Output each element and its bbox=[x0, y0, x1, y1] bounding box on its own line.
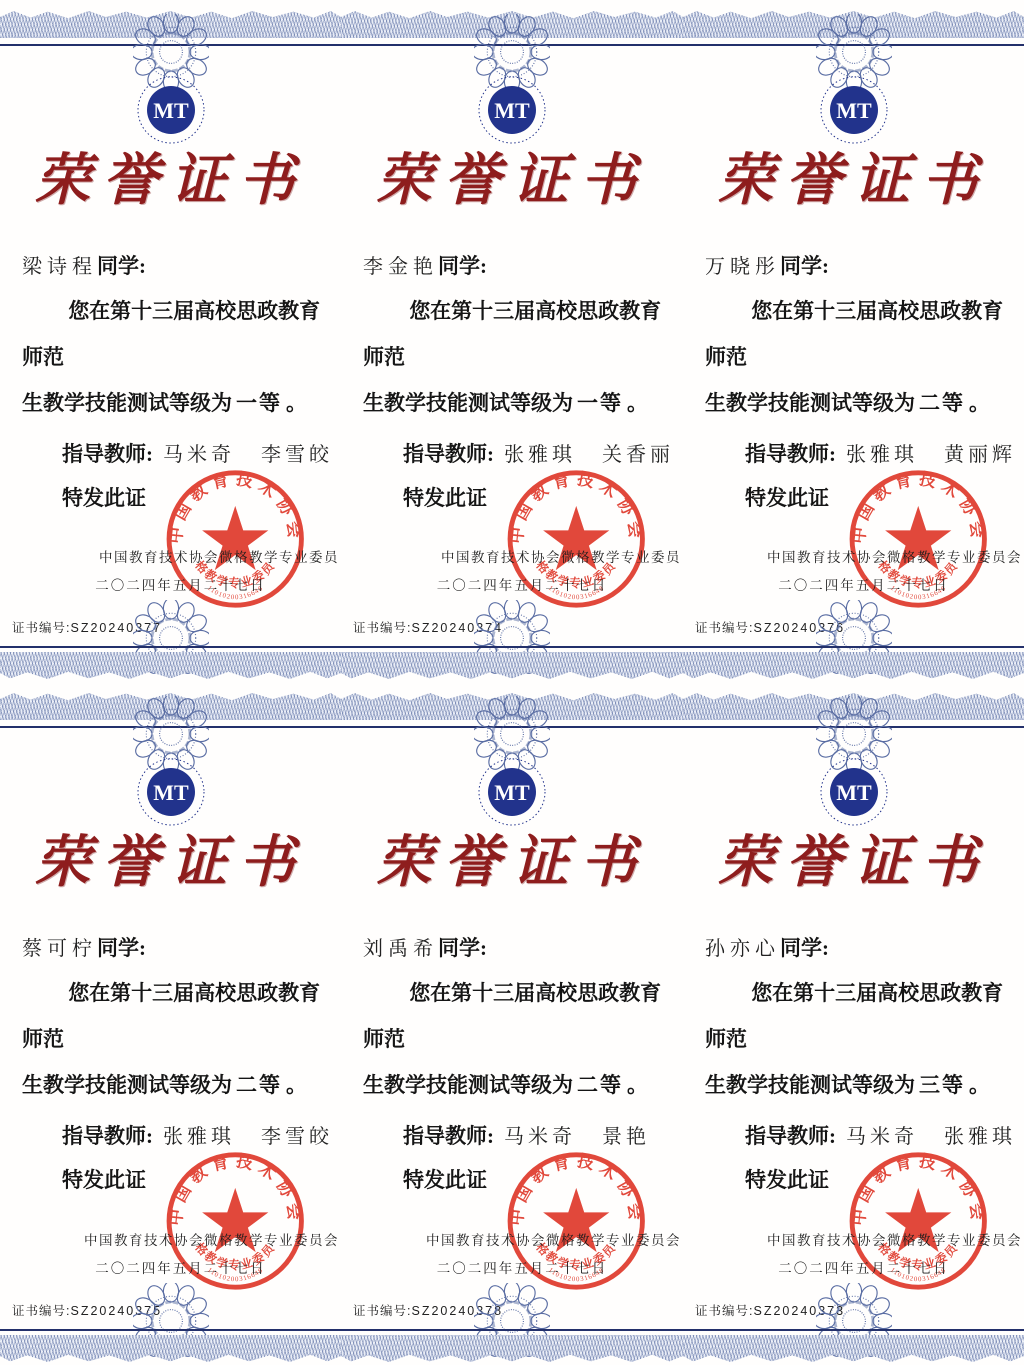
certificate-title: 荣誉证书 bbox=[376, 832, 648, 894]
teacher-name: 马米奇 bbox=[504, 1126, 576, 1148]
teacher-label: 指导教师: bbox=[403, 1124, 494, 1148]
student-name-line bbox=[22, 932, 335, 962]
body-line1: 您在第十三届高校思政教育师范 bbox=[363, 299, 662, 369]
guilloche-band-bottom bbox=[0, 1335, 341, 1365]
issuer-committee: 中国教育技术协会微格教学专业委员会 bbox=[426, 1233, 681, 1248]
student-name: 孙亦心 bbox=[705, 938, 780, 960]
issue-date: 二〇二四年五月二十七日 bbox=[778, 578, 949, 593]
certificate-number: 证书编号:SZ20240377 bbox=[12, 621, 163, 635]
issue-statement: 特发此证 bbox=[745, 486, 829, 510]
guilloche-band-bottom bbox=[683, 652, 1024, 682]
teacher-label: 指导教师: bbox=[403, 442, 494, 466]
teacher-label: 指导教师: bbox=[62, 442, 153, 466]
grade-value: 一等 bbox=[577, 391, 623, 415]
grade-value: 三等 bbox=[919, 1073, 965, 1097]
body-line2: 生教学技能测试等级为 二等 。 bbox=[705, 391, 990, 415]
border-rule-bottom bbox=[341, 646, 683, 648]
grade-value: 二等 bbox=[577, 1073, 623, 1097]
certificate-3 bbox=[683, 0, 1024, 682]
certificate-number: 证书编号:SZ20240374 bbox=[353, 621, 504, 635]
teacher-name: 张雅琪 bbox=[504, 444, 576, 466]
student-suffix: 同学: bbox=[97, 254, 146, 278]
teacher-name: 景艳 bbox=[602, 1126, 650, 1148]
issue-statement: 特发此证 bbox=[745, 1168, 829, 1192]
student-name: 梁诗程 bbox=[22, 256, 97, 278]
teacher-name: 马米奇 bbox=[846, 1126, 918, 1148]
body-paragraph bbox=[363, 288, 677, 426]
issue-statement: 特发此证 bbox=[62, 486, 146, 510]
issue-date: 二〇二四年五月二十七日 bbox=[778, 1261, 949, 1276]
guilloche-band-bottom bbox=[341, 1335, 683, 1365]
student-suffix: 同学: bbox=[780, 936, 829, 960]
border-rule-bottom bbox=[683, 646, 1024, 648]
student-name: 李金艳 bbox=[363, 256, 438, 278]
issuer-committee: 中国教育技术协会微格教学专业委员 bbox=[441, 550, 681, 565]
body-line1: 您在第十三届高校思政教育师范 bbox=[705, 299, 1004, 369]
student-name: 蔡可柠 bbox=[22, 938, 97, 960]
student-suffix: 同学: bbox=[97, 936, 146, 960]
teacher-name: 李雪皎 bbox=[261, 1126, 333, 1148]
student-suffix: 同学: bbox=[438, 254, 487, 278]
certificate-1 bbox=[0, 0, 341, 682]
certificate-2 bbox=[341, 0, 683, 682]
certificate-title: 荣誉证书 bbox=[376, 150, 648, 212]
body-line2: 生教学技能测试等级为 一等 。 bbox=[363, 391, 648, 415]
teacher-label: 指导教师: bbox=[62, 1124, 153, 1148]
guilloche-band-bottom bbox=[0, 652, 341, 682]
issue-statement: 特发此证 bbox=[62, 1168, 146, 1192]
guilloche-band-bottom bbox=[341, 652, 683, 682]
certificate-number-value: SZ20240378 bbox=[411, 1304, 504, 1318]
certificate-number: 证书编号:SZ20240375 bbox=[12, 1304, 163, 1318]
teacher-line bbox=[22, 438, 335, 468]
student-name-line bbox=[363, 932, 677, 962]
issuer-committee: 中国教育技术协会微格教学专业委员会 bbox=[84, 1233, 339, 1248]
certificate-4 bbox=[0, 682, 341, 1365]
teacher-label: 指导教师: bbox=[745, 442, 836, 466]
teacher-label: 指导教师: bbox=[745, 1124, 836, 1148]
certificate-number-value: SZ20240376 bbox=[753, 621, 846, 635]
body-line2: 生教学技能测试等级为 一等 。 bbox=[22, 391, 307, 415]
student-name-line bbox=[22, 250, 335, 280]
student-name-line bbox=[363, 250, 677, 280]
certificate-number: 证书编号:SZ20240378 bbox=[353, 1304, 504, 1318]
grade-value: 一等 bbox=[236, 391, 282, 415]
teacher-name: 李雪皎 bbox=[261, 444, 333, 466]
certificate-number: 证书编号:SZ20240373 bbox=[695, 1304, 846, 1318]
certificate-title: 荣誉证书 bbox=[717, 150, 990, 212]
student-suffix: 同学: bbox=[780, 254, 829, 278]
body-line2: 生教学技能测试等级为 二等 。 bbox=[22, 1073, 307, 1097]
student-name-line bbox=[705, 932, 1018, 962]
certificate-number-value: SZ20240377 bbox=[70, 621, 163, 635]
issue-date: 二〇二四年五月二十七日 bbox=[95, 1261, 266, 1276]
teacher-name: 关香丽 bbox=[602, 444, 674, 466]
grade-value: 二等 bbox=[919, 391, 965, 415]
teacher-name: 马米奇 bbox=[163, 444, 235, 466]
issue-statement: 特发此证 bbox=[403, 486, 487, 510]
certificate-number-value: SZ20240373 bbox=[753, 1304, 846, 1318]
teacher-line bbox=[363, 438, 677, 468]
border-rule-bottom bbox=[0, 1329, 341, 1331]
certificate-6 bbox=[683, 682, 1024, 1365]
teacher-line bbox=[705, 1120, 1018, 1150]
certificate-number: 证书编号:SZ20240376 bbox=[695, 621, 846, 635]
body-line2: 生教学技能测试等级为 三等 。 bbox=[705, 1073, 990, 1097]
teacher-line bbox=[705, 438, 1018, 468]
certificate-number-value: SZ20240374 bbox=[411, 621, 504, 635]
body-paragraph bbox=[705, 970, 1018, 1108]
teacher-line bbox=[363, 1120, 677, 1150]
body-paragraph bbox=[705, 288, 1018, 426]
certificate-title: 荣誉证书 bbox=[34, 832, 307, 894]
issue-statement: 特发此证 bbox=[403, 1168, 487, 1192]
body-line1: 您在第十三届高校思政教育师范 bbox=[705, 981, 1004, 1051]
border-rule-bottom bbox=[683, 1329, 1024, 1331]
issuer-committee: 中国教育技术协会微格教学专业委员 bbox=[99, 550, 339, 565]
issuer-committee: 中国教育技术协会微格教学专业委员会 bbox=[767, 1233, 1022, 1248]
issue-date: 二〇二四年五月二十七日 bbox=[436, 1261, 608, 1276]
teacher-line bbox=[22, 1120, 335, 1150]
certificate-5 bbox=[341, 682, 683, 1365]
teacher-name: 张雅琪 bbox=[846, 444, 918, 466]
body-line2: 生教学技能测试等级为 二等 。 bbox=[363, 1073, 648, 1097]
certificate-title: 荣誉证书 bbox=[717, 832, 990, 894]
issuer-committee: 中国教育技术协会微格教学专业委员会 bbox=[767, 550, 1022, 565]
certificate-number-value: SZ20240375 bbox=[70, 1304, 163, 1318]
student-name: 万晓彤 bbox=[705, 256, 780, 278]
border-rule-bottom bbox=[0, 646, 341, 648]
guilloche-band-bottom bbox=[683, 1335, 1024, 1365]
body-line1: 您在第十三届高校思政教育师范 bbox=[363, 981, 662, 1051]
student-name: 刘禹希 bbox=[363, 938, 438, 960]
border-rule-bottom bbox=[341, 1329, 683, 1331]
certificate-title: 荣誉证书 bbox=[34, 150, 307, 212]
body-paragraph bbox=[22, 970, 335, 1108]
body-paragraph bbox=[363, 970, 677, 1108]
issue-date: 二〇二四年五月二十七日 bbox=[95, 578, 266, 593]
student-suffix: 同学: bbox=[438, 936, 487, 960]
issue-date: 二〇二四年五月二十七日 bbox=[436, 578, 608, 593]
body-line1: 您在第十三届高校思政教育师范 bbox=[22, 299, 321, 369]
grade-value: 二等 bbox=[236, 1073, 282, 1097]
body-line1: 您在第十三届高校思政教育师范 bbox=[22, 981, 321, 1051]
body-paragraph bbox=[22, 288, 335, 426]
teacher-name: 张雅琪 bbox=[163, 1126, 235, 1148]
student-name-line bbox=[705, 250, 1018, 280]
teacher-name: 张雅琪 bbox=[944, 1126, 1016, 1148]
teacher-name: 黄丽辉 bbox=[944, 444, 1016, 466]
